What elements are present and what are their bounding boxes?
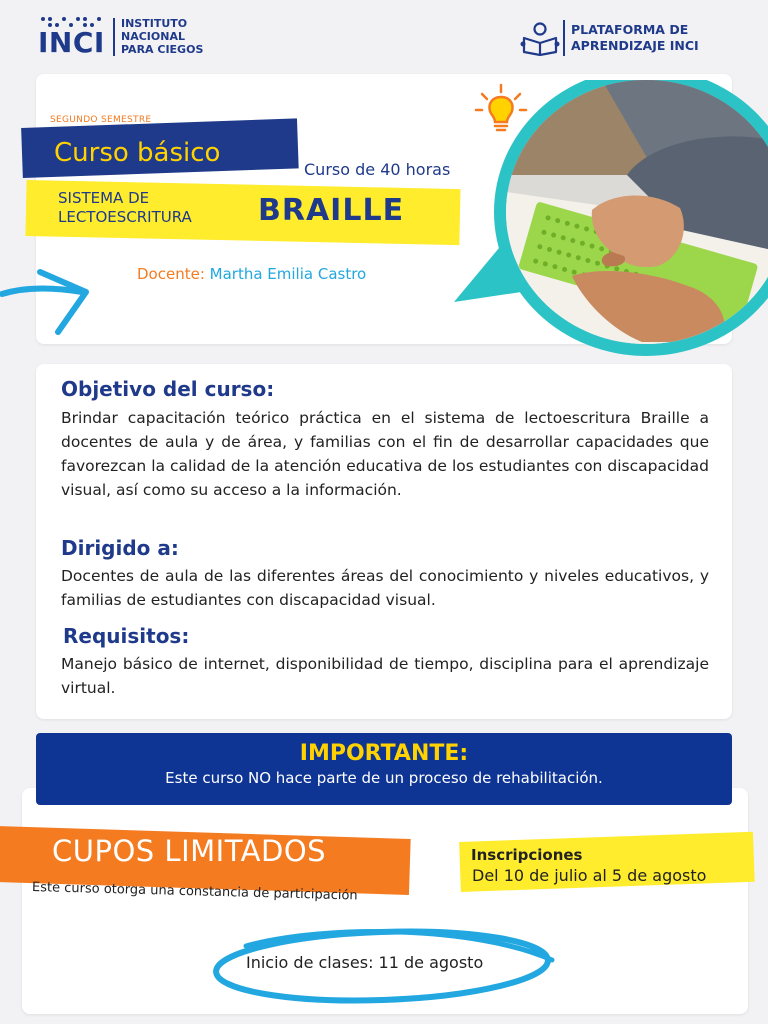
teacher-label: Docente: [137,265,205,283]
platform-divider [563,20,565,56]
institution-name [121,17,203,56]
important-title: IMPORTANTE: [299,741,469,766]
limited-seats-label: CUPOS LIMITADOS [52,834,327,868]
audience-heading: Dirigido a: [61,536,179,560]
registration-dates: Del 10 de julio al 5 de agosto [472,866,707,885]
logo-divider [113,18,115,56]
platform-line: PLATAFORMA DE [571,22,689,37]
hands-reading-braille-photo [452,80,768,370]
course-system [58,189,192,227]
reader-book-icon [520,20,560,56]
institution-line: PARA CIEGOS [121,43,204,56]
requirements-heading: Requisitos: [63,624,190,648]
teacher [137,265,366,283]
audience-text: Docentes de aula de las diferentes áreas del conocimiento y niveles educativos, y familias de estudiantes con discapacidad visual. [61,567,709,609]
semester-label: SEGUNDO SEMESTRE [50,115,152,125]
institution-line: NACIONAL [121,30,185,43]
certificate-note: Este curso otorga una constancia de participación [31,880,358,904]
objective-text: Brindar capacitación teórico práctica en el sistema de lectoescritura Braille a docentes de aula y de área, y familias con el fin de desarrollar capacidades que favorezcan la calidad de la atención educativa de los estudiantes con discapacidad visual, así como su acceso a la información. [61,409,709,499]
requirements-text: Manejo básico de internet, disponibilidad de tiempo, disciplina para el aprendizaje virtual. [61,655,709,697]
important-notice [36,733,732,805]
platform-name [571,22,699,54]
curved-arrow-icon [0,262,100,342]
registration-title: Inscripciones [471,846,583,864]
course-system-line: SISTEMA DE [58,189,150,207]
institution-line: INSTITUTO [121,17,188,30]
inci-logo-word: INCI [38,26,105,59]
course-level: Curso básico [54,138,221,168]
course-system-line: LECTOESCRITURA [58,208,192,226]
important-text: Este curso NO hace parte de un proceso de rehabilitación. [165,769,603,787]
course-hours: Curso de 40 horas [304,160,451,179]
course-name: BRAILLE [258,193,405,228]
teacher-name: Martha Emilia Castro [209,265,367,283]
objective-heading: Objetivo del curso: [61,377,275,401]
class-start-date: Inicio de clases: 11 de agosto [246,953,484,972]
platform-line: APRENDIZAJE INCI [571,38,699,53]
